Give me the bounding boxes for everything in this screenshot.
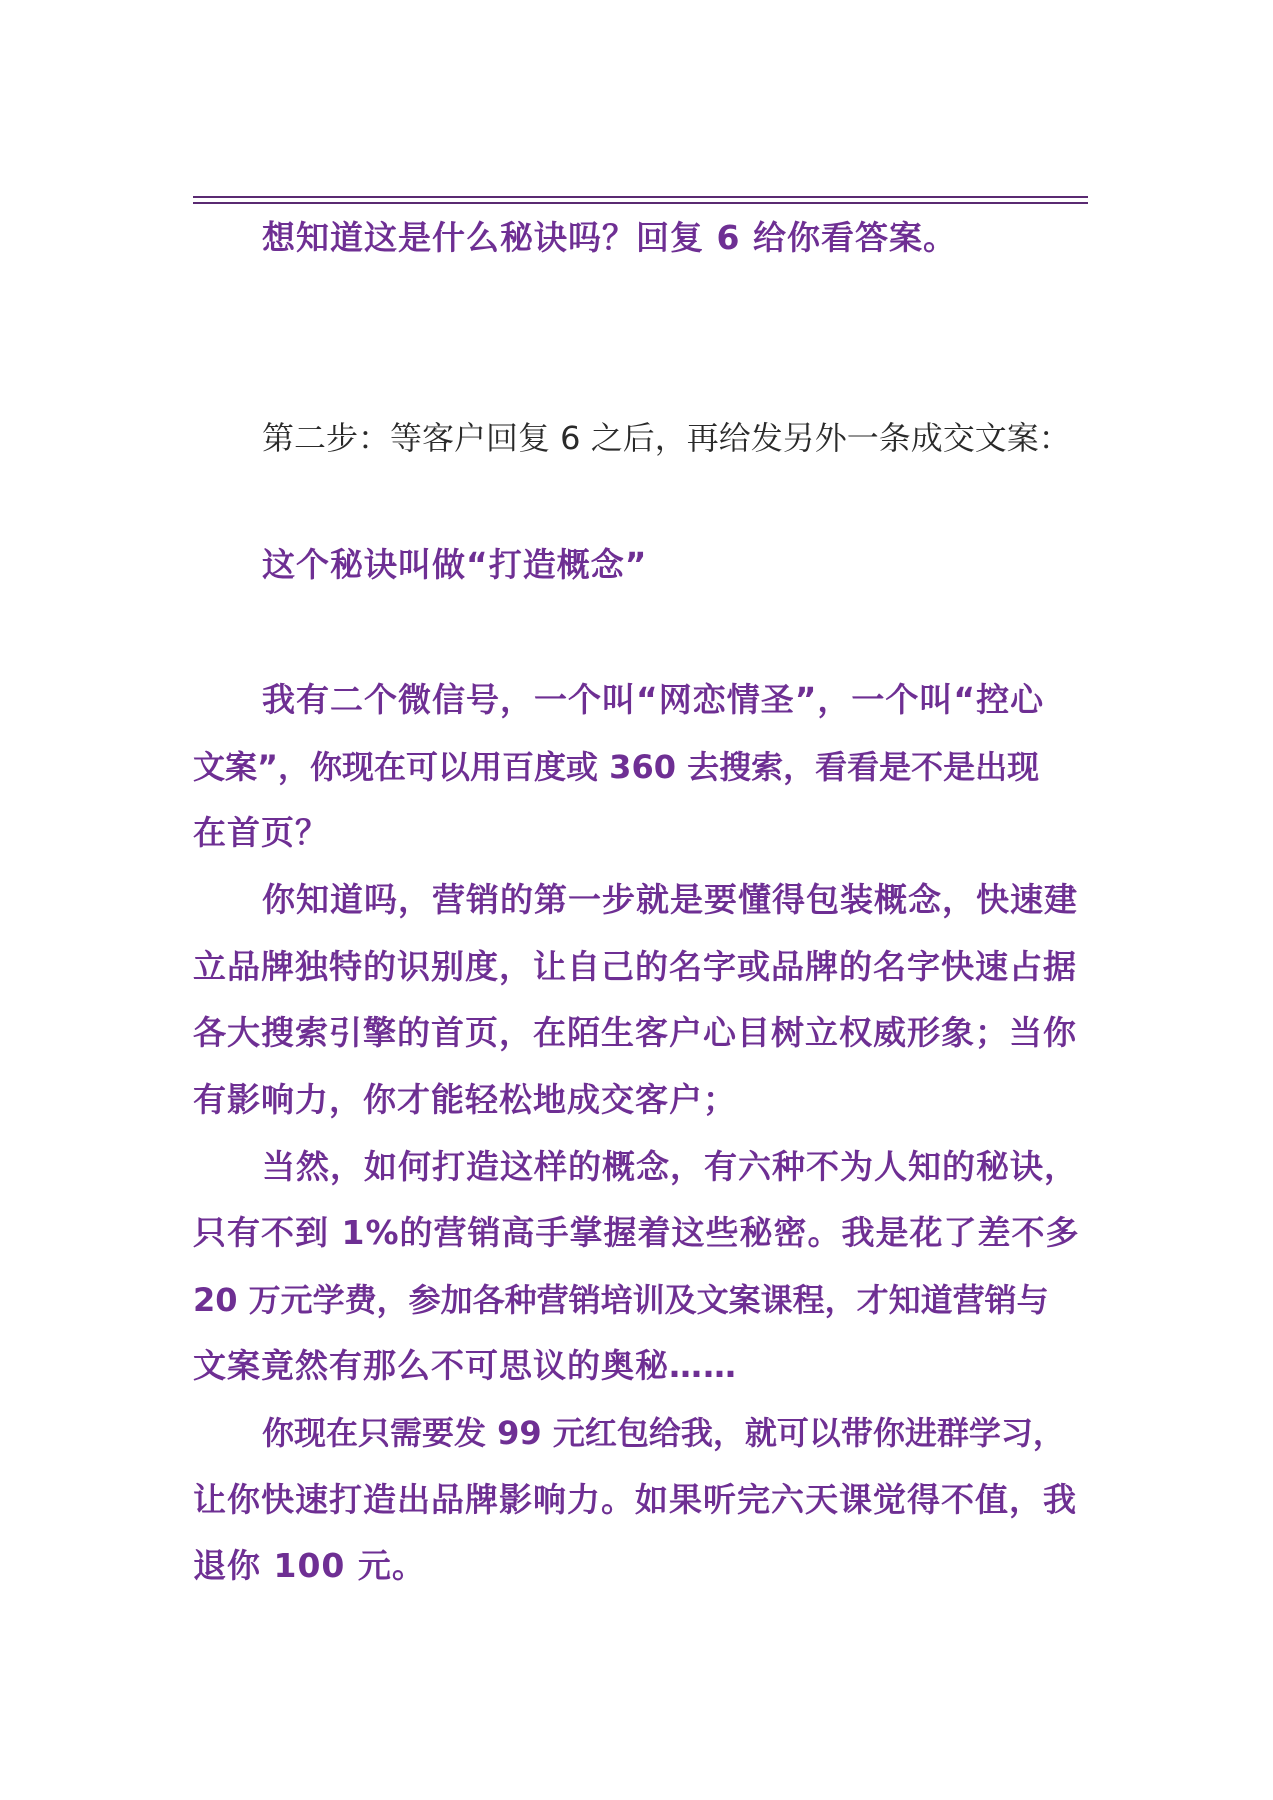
paragraph-line: 我有二个微信号，一个叫“网恋情圣”，一个叫“控心 <box>262 680 1045 719</box>
paragraph-line: 各大搜索引擎的首页，在陌生客户心目树立权威形象；当你 <box>193 1013 1077 1052</box>
paragraph-line: 文案”，你现在可以用百度或 360 去搜索，看看是不是出现 <box>193 748 1040 786</box>
paragraph-line: 立品牌独特的识别度，让自己的名字或品牌的名字快速占据 <box>193 947 1077 986</box>
header-rule-top <box>193 196 1088 198</box>
paragraph-line: 你现在只需要发 99 元红包给我，就可以带你进群学习， <box>262 1414 1065 1452</box>
paragraph-line: 你知道吗，营销的第一步就是要懂得包装概念，快速建 <box>262 880 1078 919</box>
paragraph-line: 当然，如何打造这样的概念，有六种不为人知的秘诀， <box>262 1147 1078 1186</box>
teaser-line: 想知道这是什么秘诀吗？回复 6 给你看答案。 <box>262 218 957 257</box>
paragraph-line: 20 万元学费，参加各种营销培训及文案课程，才知道营销与 <box>193 1281 1049 1319</box>
paragraph-line: 在首页？ <box>193 813 329 852</box>
header-rule-bottom <box>193 202 1088 204</box>
paragraph-line: 只有不到 1%的营销高手掌握着这些秘密。我是花了差不多 <box>193 1213 1080 1252</box>
step-two-line: 第二步：等客户回复 6 之后，再给发另外一条成交文案： <box>262 419 1071 457</box>
secret-name-line: 这个秘诀叫做“打造概念” <box>262 545 648 584</box>
paragraph-line: 退你 100 元。 <box>193 1546 426 1585</box>
paragraph-line: 文案竟然有那么不可思议的奥秘…… <box>193 1346 737 1385</box>
paragraph-line: 有影响力，你才能轻松地成交客户； <box>193 1080 737 1119</box>
paragraph-line: 让你快速打造出品牌影响力。如果听完六天课觉得不值，我 <box>193 1480 1077 1519</box>
